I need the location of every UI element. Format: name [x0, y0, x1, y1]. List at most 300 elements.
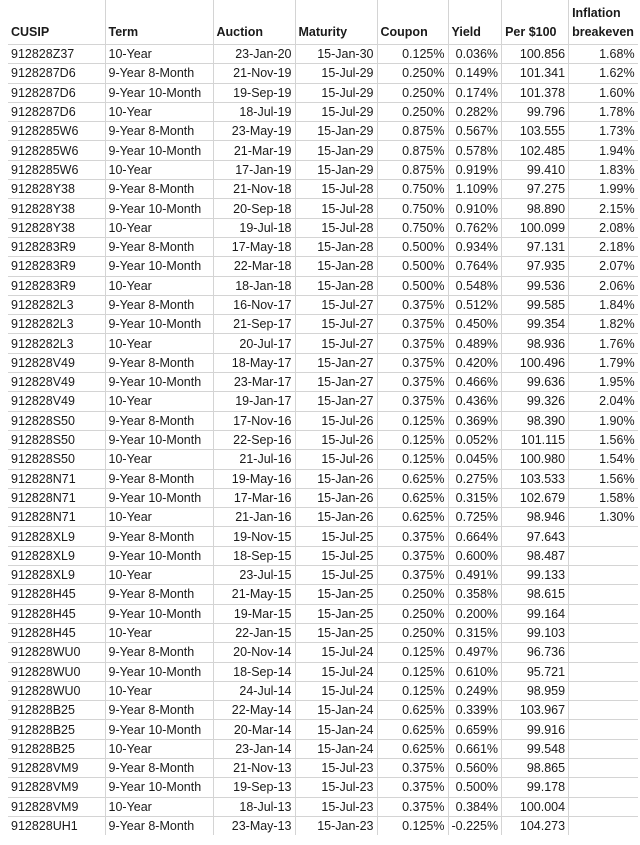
cell-per-100: 101.378: [502, 83, 569, 102]
cell-inflation-breakeven: 1.68%: [569, 45, 638, 64]
cell-inflation-breakeven: 1.94%: [569, 141, 638, 160]
cell-auction: 22-Jan-15: [213, 623, 295, 642]
table-row: [8, 141, 638, 160]
cell-coupon: 0.625%: [377, 508, 448, 527]
cell-per-100: 99.585: [502, 295, 569, 314]
cell-inflation-breakeven: 1.58%: [569, 488, 638, 507]
table-row: [8, 546, 638, 565]
cell-inflation-breakeven: 1.54%: [569, 450, 638, 469]
cell-maturity: 15-Jul-28: [295, 180, 377, 199]
cell-maturity: 15-Jul-27: [295, 334, 377, 353]
cell-yield: 0.567%: [448, 122, 502, 141]
cell-term: 9-Year 8-Month: [105, 701, 213, 720]
cell-term: 9-Year 10-Month: [105, 488, 213, 507]
cell-coupon: 0.375%: [377, 353, 448, 372]
cell-cusip: 9128287D6: [8, 83, 105, 102]
cell-cusip: 912828XL9: [8, 527, 105, 546]
table-row: [8, 623, 638, 642]
cell-cusip: 912828V49: [8, 392, 105, 411]
cell-yield: 0.725%: [448, 508, 502, 527]
cell-per-100: 100.099: [502, 218, 569, 237]
cell-term: 9-Year 8-Month: [105, 180, 213, 199]
cell-term: 9-Year 8-Month: [105, 64, 213, 83]
cell-per-100: 98.890: [502, 199, 569, 218]
table-row: [8, 64, 638, 83]
cell-auction: 17-Jan-19: [213, 160, 295, 179]
cell-cusip: 912828Y38: [8, 180, 105, 199]
cell-inflation-breakeven: 1.84%: [569, 295, 638, 314]
cell-term: 9-Year 10-Month: [105, 257, 213, 276]
cell-cusip: 912828S50: [8, 450, 105, 469]
cell-per-100: 99.326: [502, 392, 569, 411]
cell-inflation-breakeven: [569, 643, 638, 662]
cell-maturity: 15-Jan-28: [295, 276, 377, 295]
cell-term: 9-Year 10-Month: [105, 430, 213, 449]
cell-coupon: 0.250%: [377, 64, 448, 83]
cell-term: 9-Year 8-Month: [105, 758, 213, 777]
cell-inflation-breakeven: 1.56%: [569, 430, 638, 449]
cell-auction: 21-May-15: [213, 585, 295, 604]
cell-inflation-breakeven: 1.56%: [569, 469, 638, 488]
cell-maturity: 15-Jan-29: [295, 160, 377, 179]
cell-maturity: 15-Jan-25: [295, 604, 377, 623]
cell-maturity: 15-Jan-24: [295, 701, 377, 720]
cell-per-100: 98.936: [502, 334, 569, 353]
cell-maturity: 15-Jul-27: [295, 315, 377, 334]
cell-coupon: 0.375%: [377, 778, 448, 797]
cell-term: 10-Year: [105, 276, 213, 295]
cell-term: 10-Year: [105, 334, 213, 353]
cell-maturity: 15-Jul-24: [295, 643, 377, 662]
cell-cusip: 912828N71: [8, 488, 105, 507]
cell-maturity: 15-Jan-27: [295, 373, 377, 392]
cell-auction: 21-Nov-19: [213, 64, 295, 83]
table-row: [8, 102, 638, 121]
header-be-line1: Inflation: [572, 6, 621, 20]
cell-auction: 23-Mar-17: [213, 373, 295, 392]
cell-per-100: 100.856: [502, 45, 569, 64]
cell-auction: 21-Nov-13: [213, 758, 295, 777]
cell-inflation-breakeven: [569, 681, 638, 700]
cell-inflation-breakeven: 2.06%: [569, 276, 638, 295]
cell-cusip: 9128282L3: [8, 334, 105, 353]
cell-cusip: 912828VM9: [8, 797, 105, 816]
cell-cusip: 912828VM9: [8, 758, 105, 777]
cell-coupon: 0.375%: [377, 546, 448, 565]
cell-inflation-breakeven: 1.90%: [569, 411, 638, 430]
cell-auction: 18-Jul-19: [213, 102, 295, 121]
cell-inflation-breakeven: [569, 623, 638, 642]
cell-per-100: 97.131: [502, 237, 569, 256]
cell-per-100: 97.935: [502, 257, 569, 276]
cell-maturity: 15-Jan-24: [295, 739, 377, 758]
cell-term: 10-Year: [105, 623, 213, 642]
table-row: [8, 180, 638, 199]
cell-auction: 19-Sep-19: [213, 83, 295, 102]
cell-term: 9-Year 10-Month: [105, 546, 213, 565]
cell-cusip: 9128283R9: [8, 257, 105, 276]
table-row: [8, 122, 638, 141]
header-term: Term: [105, 0, 213, 45]
table-row: [8, 816, 638, 835]
cell-maturity: 15-Jul-24: [295, 681, 377, 700]
table-row: [8, 566, 638, 585]
cell-yield: 0.560%: [448, 758, 502, 777]
cell-auction: 18-Sep-14: [213, 662, 295, 681]
cell-coupon: 0.375%: [377, 295, 448, 314]
cell-yield: 0.149%: [448, 64, 502, 83]
table-row: [8, 411, 638, 430]
cell-cusip: 9128285W6: [8, 160, 105, 179]
cell-term: 10-Year: [105, 218, 213, 237]
cell-cusip: 9128285W6: [8, 122, 105, 141]
cell-term: 9-Year 10-Month: [105, 83, 213, 102]
cell-cusip: 912828VM9: [8, 778, 105, 797]
cell-maturity: 15-Jul-25: [295, 566, 377, 585]
cell-auction: 19-Jul-18: [213, 218, 295, 237]
cell-yield: 0.466%: [448, 373, 502, 392]
cell-yield: 0.764%: [448, 257, 502, 276]
cell-term: 9-Year 8-Month: [105, 585, 213, 604]
header-coupon: Coupon: [377, 0, 448, 45]
cell-term: 10-Year: [105, 739, 213, 758]
cell-maturity: 15-Jan-25: [295, 585, 377, 604]
cell-per-100: 99.178: [502, 778, 569, 797]
cell-per-100: 97.275: [502, 180, 569, 199]
cell-coupon: 0.125%: [377, 450, 448, 469]
cell-cusip: 912828WU0: [8, 662, 105, 681]
cell-yield: 0.315%: [448, 623, 502, 642]
cell-yield: 0.659%: [448, 720, 502, 739]
cell-cusip: 912828Y38: [8, 218, 105, 237]
table-row: [8, 758, 638, 777]
cell-coupon: 0.375%: [377, 566, 448, 585]
cell-cusip: 912828WU0: [8, 681, 105, 700]
cell-maturity: 15-Jul-23: [295, 797, 377, 816]
cell-auction: 23-Jan-14: [213, 739, 295, 758]
cell-cusip: 912828S50: [8, 411, 105, 430]
cell-inflation-breakeven: 1.82%: [569, 315, 638, 334]
cell-inflation-breakeven: 1.78%: [569, 102, 638, 121]
cell-term: 10-Year: [105, 797, 213, 816]
header-auction: Auction: [213, 0, 295, 45]
cell-coupon: 0.375%: [377, 315, 448, 334]
cell-cusip: 912828Z37: [8, 45, 105, 64]
cell-term: 10-Year: [105, 681, 213, 700]
cell-per-100: 98.390: [502, 411, 569, 430]
cell-cusip: 9128283R9: [8, 276, 105, 295]
cell-yield: 0.600%: [448, 546, 502, 565]
cell-inflation-breakeven: [569, 662, 638, 681]
table-row: [8, 527, 638, 546]
cell-inflation-breakeven: 2.15%: [569, 199, 638, 218]
table-row: [8, 373, 638, 392]
cell-maturity: 15-Jul-29: [295, 102, 377, 121]
cell-inflation-breakeven: 1.76%: [569, 334, 638, 353]
cell-coupon: 0.125%: [377, 430, 448, 449]
cell-per-100: 99.796: [502, 102, 569, 121]
cell-cusip: 9128282L3: [8, 315, 105, 334]
cell-cusip: 912828Y38: [8, 199, 105, 218]
cell-maturity: 15-Jan-28: [295, 237, 377, 256]
cell-coupon: 0.375%: [377, 527, 448, 546]
cell-yield: 0.450%: [448, 315, 502, 334]
cell-per-100: 99.133: [502, 566, 569, 585]
table-row: [8, 83, 638, 102]
cell-cusip: 9128283R9: [8, 237, 105, 256]
cell-maturity: 15-Jan-26: [295, 508, 377, 527]
cell-auction: 23-Jul-15: [213, 566, 295, 585]
cell-coupon: 0.250%: [377, 102, 448, 121]
cell-per-100: 102.485: [502, 141, 569, 160]
cell-auction: 22-Mar-18: [213, 257, 295, 276]
cell-inflation-breakeven: [569, 816, 638, 835]
cell-term: 9-Year 10-Month: [105, 720, 213, 739]
cell-yield: 0.491%: [448, 566, 502, 585]
cell-coupon: 0.875%: [377, 122, 448, 141]
cell-auction: 18-Sep-15: [213, 546, 295, 565]
table-row: [8, 199, 638, 218]
cell-inflation-breakeven: 2.07%: [569, 257, 638, 276]
cell-per-100: 97.643: [502, 527, 569, 546]
table-row: [8, 720, 638, 739]
cell-term: 9-Year 8-Month: [105, 643, 213, 662]
table-row: [8, 701, 638, 720]
cell-auction: 21-Nov-18: [213, 180, 295, 199]
cell-per-100: 99.164: [502, 604, 569, 623]
cell-auction: 17-Mar-16: [213, 488, 295, 507]
cell-term: 10-Year: [105, 45, 213, 64]
cell-per-100: 99.916: [502, 720, 569, 739]
cell-term: 9-Year 10-Month: [105, 141, 213, 160]
cell-per-100: 99.410: [502, 160, 569, 179]
cell-yield: 0.610%: [448, 662, 502, 681]
table-row: [8, 295, 638, 314]
table-row: [8, 778, 638, 797]
cell-yield: 0.762%: [448, 218, 502, 237]
cell-coupon: 0.125%: [377, 411, 448, 430]
cell-yield: 0.934%: [448, 237, 502, 256]
cell-inflation-breakeven: 2.04%: [569, 392, 638, 411]
cell-cusip: 912828N71: [8, 469, 105, 488]
cell-coupon: 0.375%: [377, 334, 448, 353]
cell-term: 9-Year 8-Month: [105, 527, 213, 546]
cell-auction: 22-May-14: [213, 701, 295, 720]
cell-cusip: 912828N71: [8, 508, 105, 527]
cell-yield: 0.512%: [448, 295, 502, 314]
cell-yield: 0.036%: [448, 45, 502, 64]
cell-inflation-breakeven: [569, 739, 638, 758]
cell-auction: 22-Sep-16: [213, 430, 295, 449]
table-row: [8, 643, 638, 662]
cell-term: 10-Year: [105, 566, 213, 585]
cell-per-100: 98.487: [502, 546, 569, 565]
cell-inflation-breakeven: 1.62%: [569, 64, 638, 83]
header-cusip: CUSIP: [8, 0, 105, 45]
cell-term: 9-Year 10-Month: [105, 373, 213, 392]
cell-auction: 19-May-16: [213, 469, 295, 488]
cell-coupon: 0.875%: [377, 160, 448, 179]
cell-yield: 0.052%: [448, 430, 502, 449]
cell-cusip: 912828H45: [8, 604, 105, 623]
table-row: [8, 45, 638, 64]
table-row: [8, 276, 638, 295]
cell-yield: 0.661%: [448, 739, 502, 758]
table-row: [8, 508, 638, 527]
cell-yield: 0.249%: [448, 681, 502, 700]
cell-maturity: 15-Jul-24: [295, 662, 377, 681]
cell-cusip: 912828XL9: [8, 546, 105, 565]
cell-maturity: 15-Jan-29: [295, 141, 377, 160]
cell-auction: 19-Jan-17: [213, 392, 295, 411]
cell-maturity: 15-Jan-26: [295, 488, 377, 507]
cell-per-100: 100.004: [502, 797, 569, 816]
table-row: [8, 488, 638, 507]
cell-maturity: 15-Jul-23: [295, 778, 377, 797]
cell-maturity: 15-Jul-26: [295, 411, 377, 430]
cell-yield: 0.919%: [448, 160, 502, 179]
tips-auction-table: [8, 0, 638, 835]
cell-coupon: 0.375%: [377, 392, 448, 411]
cell-per-100: 98.946: [502, 508, 569, 527]
table-row: [8, 797, 638, 816]
cell-yield: 0.664%: [448, 527, 502, 546]
cell-inflation-breakeven: [569, 797, 638, 816]
table-body: [8, 45, 638, 836]
cell-inflation-breakeven: 1.30%: [569, 508, 638, 527]
cell-per-100: 98.959: [502, 681, 569, 700]
cell-per-100: 103.533: [502, 469, 569, 488]
cell-maturity: 15-Jan-24: [295, 720, 377, 739]
cell-yield: 0.420%: [448, 353, 502, 372]
cell-auction: 16-Nov-17: [213, 295, 295, 314]
cell-term: 9-Year 10-Month: [105, 662, 213, 681]
cell-coupon: 0.250%: [377, 623, 448, 642]
cell-maturity: 15-Jul-28: [295, 218, 377, 237]
cell-inflation-breakeven: [569, 604, 638, 623]
cell-coupon: 0.125%: [377, 681, 448, 700]
cell-per-100: 99.636: [502, 373, 569, 392]
cell-inflation-breakeven: 1.79%: [569, 353, 638, 372]
cell-auction: 21-Sep-17: [213, 315, 295, 334]
table-row: [8, 739, 638, 758]
cell-term: 9-Year 8-Month: [105, 816, 213, 835]
cell-yield: 0.339%: [448, 701, 502, 720]
cell-term: 9-Year 10-Month: [105, 199, 213, 218]
cell-yield: 0.315%: [448, 488, 502, 507]
cell-term: 9-Year 8-Month: [105, 237, 213, 256]
table-row: [8, 430, 638, 449]
header-yield: Yield: [448, 0, 502, 45]
cell-auction: 18-May-17: [213, 353, 295, 372]
cell-maturity: 15-Jul-28: [295, 199, 377, 218]
cell-yield: 0.282%: [448, 102, 502, 121]
cell-coupon: 0.250%: [377, 604, 448, 623]
table-row: [8, 257, 638, 276]
cell-coupon: 0.625%: [377, 739, 448, 758]
table-row: [8, 604, 638, 623]
cell-inflation-breakeven: [569, 758, 638, 777]
table-row: [8, 681, 638, 700]
cell-auction: 21-Mar-19: [213, 141, 295, 160]
cell-per-100: 104.273: [502, 816, 569, 835]
table-row: [8, 353, 638, 372]
table-row: [8, 585, 638, 604]
cell-auction: 21-Jul-16: [213, 450, 295, 469]
cell-coupon: 0.375%: [377, 373, 448, 392]
cell-per-100: 98.865: [502, 758, 569, 777]
cell-term: 9-Year 10-Month: [105, 315, 213, 334]
cell-auction: 18-Jan-18: [213, 276, 295, 295]
cell-yield: -0.225%: [448, 816, 502, 835]
cell-maturity: 15-Jul-27: [295, 295, 377, 314]
table-row: [8, 334, 638, 353]
cell-cusip: 912828S50: [8, 430, 105, 449]
cell-per-100: 100.980: [502, 450, 569, 469]
cell-maturity: 15-Jan-25: [295, 623, 377, 642]
cell-coupon: 0.625%: [377, 488, 448, 507]
cell-auction: 23-May-13: [213, 816, 295, 835]
table-row: [8, 237, 638, 256]
cell-maturity: 15-Jan-28: [295, 257, 377, 276]
cell-inflation-breakeven: [569, 527, 638, 546]
cell-term: 10-Year: [105, 508, 213, 527]
cell-cusip: 9128285W6: [8, 141, 105, 160]
cell-auction: 20-Jul-17: [213, 334, 295, 353]
cell-inflation-breakeven: 1.99%: [569, 180, 638, 199]
cell-cusip: 9128282L3: [8, 295, 105, 314]
cell-auction: 20-Nov-14: [213, 643, 295, 662]
cell-cusip: 912828UH1: [8, 816, 105, 835]
cell-coupon: 0.250%: [377, 585, 448, 604]
cell-inflation-breakeven: [569, 546, 638, 565]
cell-auction: 19-Mar-15: [213, 604, 295, 623]
cell-inflation-breakeven: [569, 585, 638, 604]
cell-auction: 20-Mar-14: [213, 720, 295, 739]
cell-cusip: 912828H45: [8, 623, 105, 642]
cell-term: 9-Year 10-Month: [105, 778, 213, 797]
cell-coupon: 0.750%: [377, 199, 448, 218]
cell-yield: 0.548%: [448, 276, 502, 295]
cell-per-100: 101.115: [502, 430, 569, 449]
header-inflation-breakeven: [569, 0, 638, 45]
cell-per-100: 99.103: [502, 623, 569, 642]
cell-per-100: 99.548: [502, 739, 569, 758]
cell-auction: 20-Sep-18: [213, 199, 295, 218]
cell-inflation-breakeven: [569, 720, 638, 739]
cell-auction: 19-Sep-13: [213, 778, 295, 797]
cell-maturity: 15-Jul-29: [295, 64, 377, 83]
cell-inflation-breakeven: [569, 566, 638, 585]
cell-maturity: 15-Jul-29: [295, 83, 377, 102]
cell-yield: 0.358%: [448, 585, 502, 604]
cell-inflation-breakeven: 2.18%: [569, 237, 638, 256]
cell-cusip: 912828B25: [8, 720, 105, 739]
cell-cusip: 912828WU0: [8, 643, 105, 662]
header-per-100: Per $100: [502, 0, 569, 45]
cell-maturity: 15-Jan-26: [295, 469, 377, 488]
cell-yield: 0.369%: [448, 411, 502, 430]
table-row: [8, 469, 638, 488]
cell-maturity: 15-Jan-27: [295, 392, 377, 411]
cell-per-100: 100.496: [502, 353, 569, 372]
cell-coupon: 0.125%: [377, 662, 448, 681]
cell-per-100: 102.679: [502, 488, 569, 507]
cell-maturity: 15-Jul-26: [295, 450, 377, 469]
cell-inflation-breakeven: [569, 701, 638, 720]
cell-yield: 0.500%: [448, 778, 502, 797]
cell-term: 10-Year: [105, 160, 213, 179]
